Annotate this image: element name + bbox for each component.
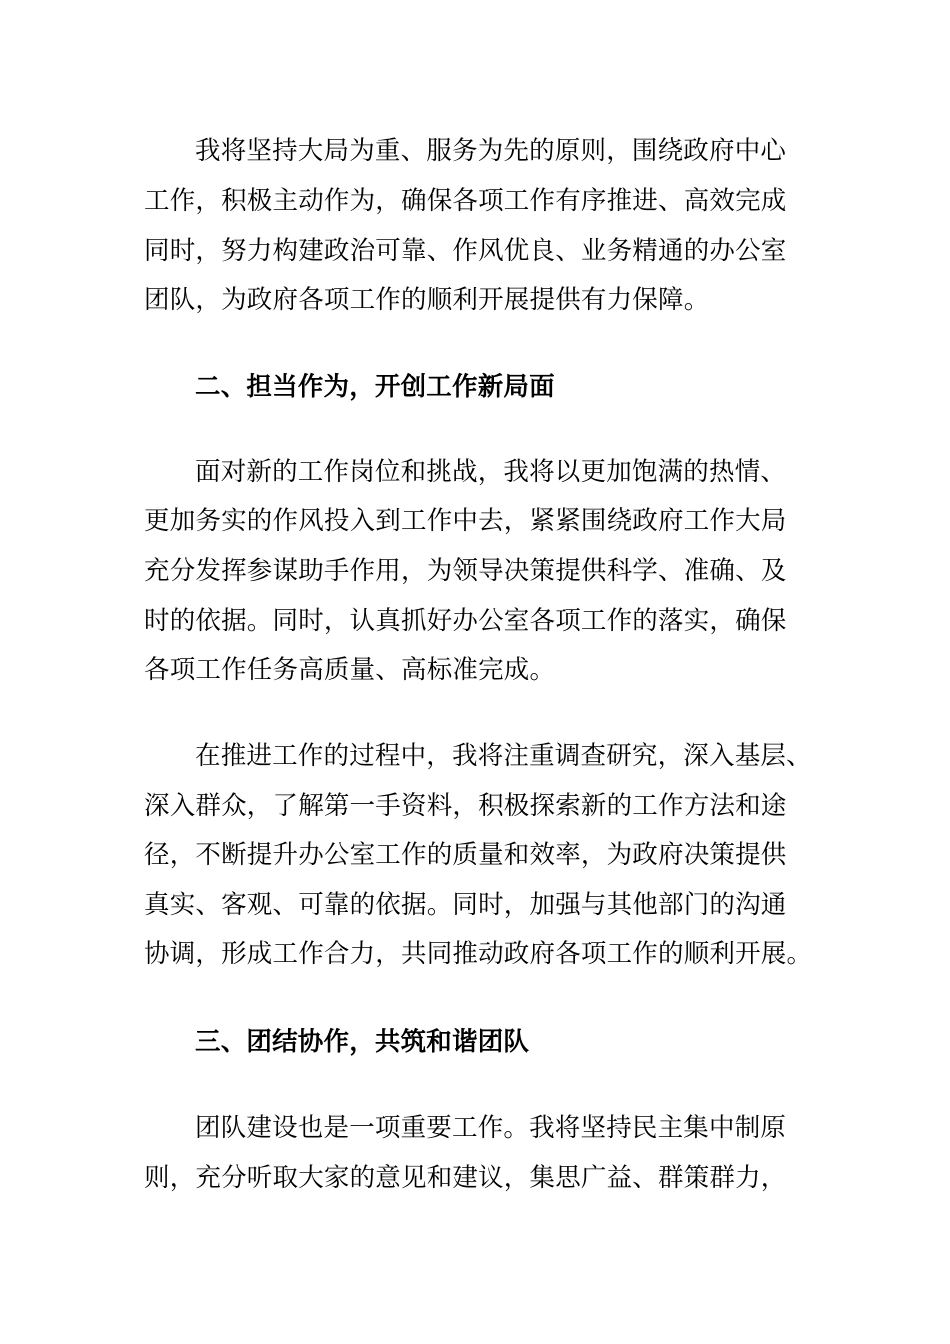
paragraph-2-line-4: 时的依据。同时，认真抓好办公室各项工作的落实，确保 [144, 606, 787, 636]
paragraph-4-line-1: 团队建设也是一项重要工作。我将坚持民主集中制原 [195, 1113, 787, 1143]
paragraph-1-line-4: 团队，为政府各项工作的顺利开展提供有力保障。 [144, 285, 710, 315]
section-heading-3: 三、团结协作，共筑和谐团队 [195, 1027, 530, 1057]
paragraph-2-line-2: 更加务实的作风投入到工作中去，紧紧围绕政府工作大局 [144, 506, 787, 536]
paragraph-1-line-3: 同时，努力构建政治可靠、作风优良、业务精通的办公室 [144, 236, 787, 266]
paragraph-3-line-4: 真实、客观、可靠的依据。同时，加强与其他部门的沟通 [144, 890, 787, 920]
paragraph-3-line-3: 径，不断提升办公室工作的质量和效率，为政府决策提供 [144, 840, 787, 870]
paragraph-4-line-2: 则，充分听取大家的意见和建议，集思广益、群策群力， [144, 1163, 787, 1193]
section-heading-2: 二、担当作为，开创工作新局面 [195, 372, 555, 402]
paragraph-2-line-5: 各项工作任务高质量、高标准完成。 [144, 655, 556, 685]
paragraph-1-line-1: 我将坚持大局为重、服务为先的原则，围绕政府中心 [195, 136, 787, 166]
paragraph-3-line-1: 在推进工作的过程中，我将注重调查研究，深入基层、 [195, 741, 812, 771]
paragraph-3-line-5: 协调，形成工作合力，共同推动政府各项工作的顺利开展。 [144, 939, 813, 969]
paragraph-2-line-1: 面对新的工作岗位和挑战，我将以更加饱满的热情、 [195, 457, 787, 487]
paragraph-2-line-3: 充分发挥参谋助手作用，为领导决策提供科学、准确、及 [144, 556, 787, 586]
paragraph-3-line-2: 深入群众，了解第一手资料，积极探索新的工作方法和途 [144, 791, 787, 821]
paragraph-1-line-2: 工作，积极主动作为，确保各项工作有序推进、高效完成 [144, 186, 787, 216]
